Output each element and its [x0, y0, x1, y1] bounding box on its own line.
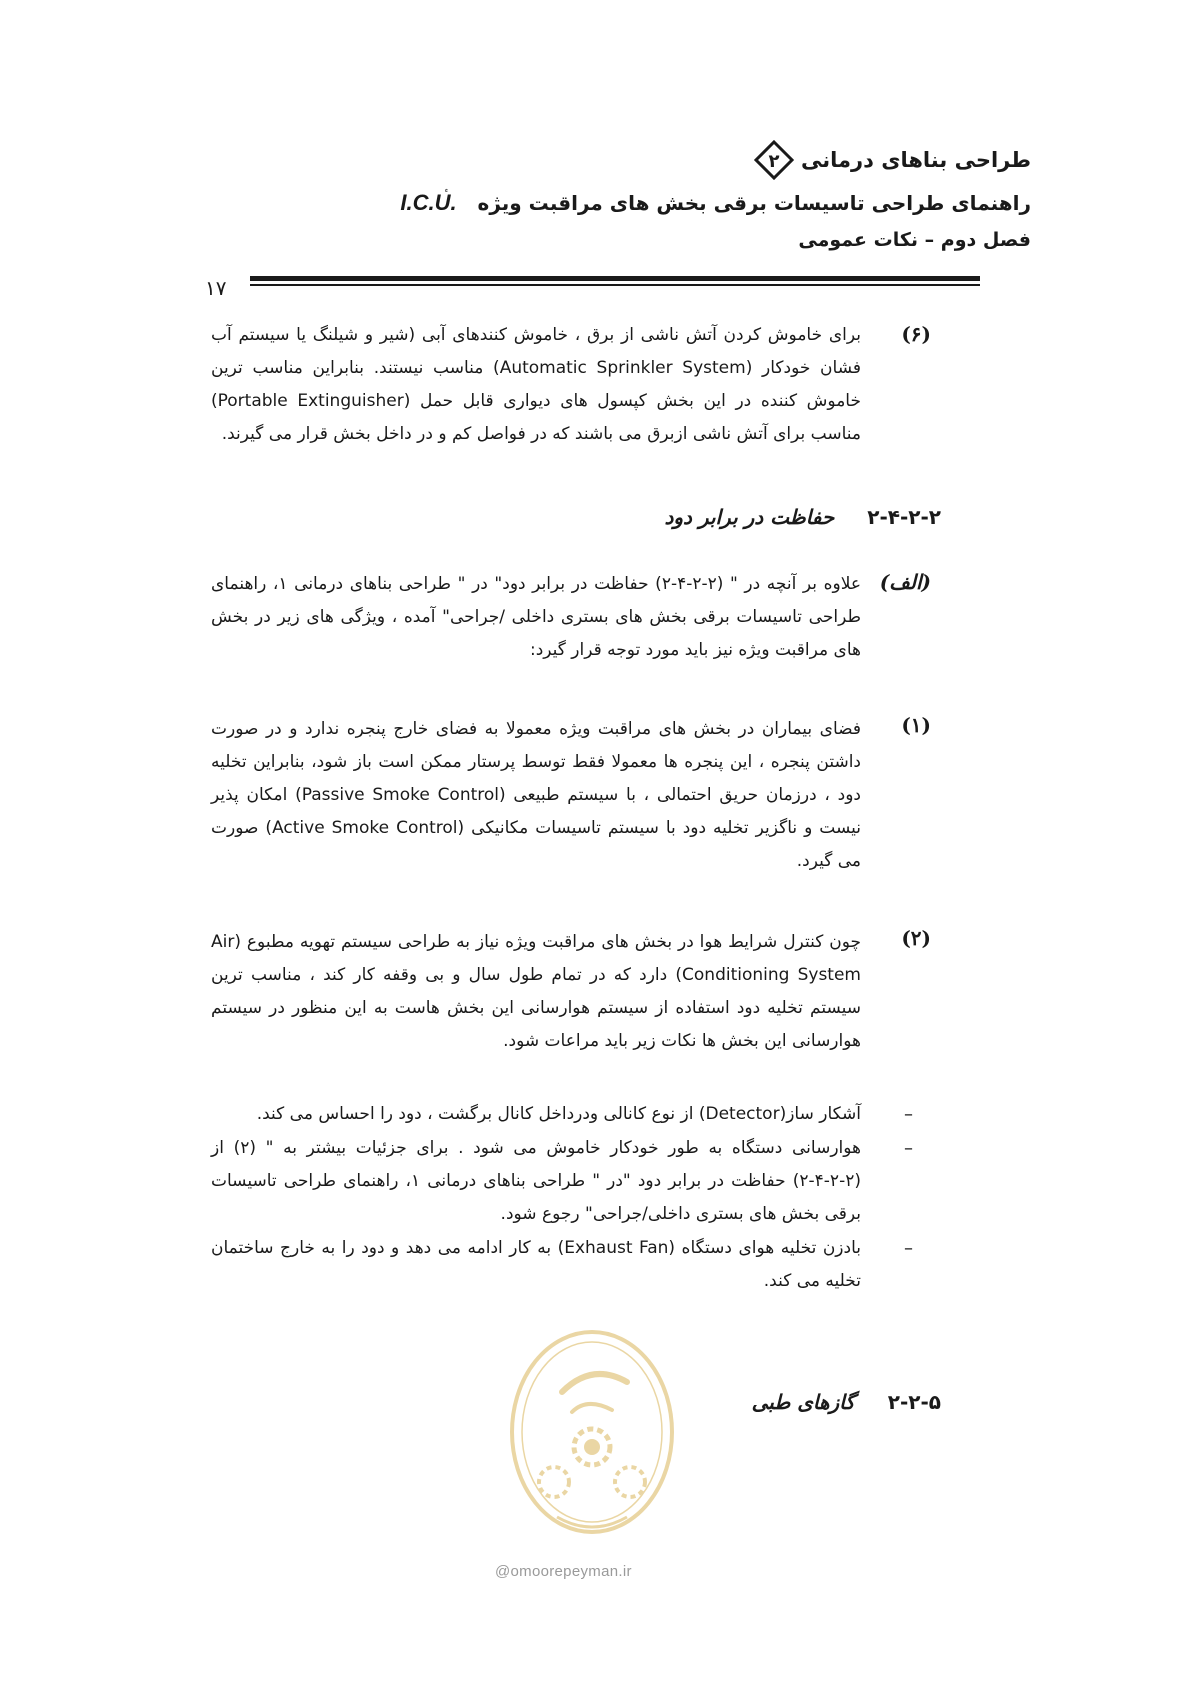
item-alef-marker: (الف)	[879, 570, 931, 594]
item-6-marker: (۶)	[901, 322, 931, 346]
bullet-text: هوارسانی دستگاه به طور خودکار خاموش می شود . برای جزئیات بیشتر به " (۲) از (۲-۲-۴-۲) حفاظت در برابر دود "در " طراحی بناهای درمانی ۱، راهنمای طراحی تاسیسات برقی بخش های بستری داخلی/جراحی" رجوع شود.	[211, 1138, 861, 1224]
section-title: گازهای طبی	[751, 1390, 855, 1414]
bullet-text: آشکار ساز(Detector) از نوع کانالی ودرداخل کانال برگشت ، دود را احساس می کند.	[256, 1104, 861, 1124]
section-heading-medical-gases	[752, 1390, 941, 1414]
watermark-url: @omoorepeyman.ir	[495, 1563, 632, 1580]
bullet-dash: –	[904, 1104, 913, 1125]
bullet-item	[211, 1232, 913, 1298]
item-6-text: برای خاموش کردن آتش ناشی از برق ، خاموش کنندهای آبی (شیر و شیلنگ یا سیستم آب فشان خودکار (Automatic Sprinkler System) مناسب نیستند. بنابراین مناسب ترین خاموش کننده در این بخش کپسول های دیواری قابل حمل (Portable Extinguisher) مناسب برای آتش ناشی ازبرق می باشند که در فواصل کم و در داخل بخش قرار می گیرند.	[211, 325, 862, 444]
bullet-dash: –	[904, 1138, 913, 1159]
bullet-item	[211, 1098, 913, 1131]
page-number: ۱۷	[205, 276, 227, 300]
bullet-text: بادزن تخلیه هوای دستگاه (Exhaust Fan) به کار ادامه می دهد و دود را به خارج ساختمان تخلیه می کند.	[211, 1238, 861, 1291]
item-2-text: چون کنترل شرایط هوا در بخش های مراقبت ویژه نیاز به طراحی سیستم تهویه مطبوع (Air Conditioning System) دارد که در تمام طول سال و بی وقفه کار کند ، مناسب ترین سیستم تخلیه دود استفاده از سیستم هوارسانی این بخش هاست به این منظور در سیستم هوارسانی این بخش ها نکات زیر باید مراعات شود.	[211, 932, 861, 1051]
series-number-badge	[754, 140, 794, 180]
section-title: حفاظت در برابر دود	[664, 505, 835, 529]
chapter-title: فصل دوم – نکات عمومی	[798, 229, 1031, 251]
item-1-text: فضای بیماران در بخش های مراقبت ویژه معمولا به فضای خارج پنجره ندارد و در صورت داشتن پنجره ، این پنجره ها معمولا فقط توسط پرستار ممکن است باز شود، بنابراین تخلیه دود ، درزمان حریق احتمالی ، با سیستم طبیعی (Passive Smoke Control) امکان پذیر نیست و ناگزیر تخلیه دود با سیستم تاسیسات مکانیکی (Active Smoke Control) صورت می گیرد.	[211, 719, 862, 871]
series-title-line	[748, 140, 1031, 180]
section-number: ۲-۲-۵	[887, 1390, 941, 1414]
header-rule-thin	[250, 284, 980, 286]
guide-title-latin: I.C.U.	[400, 190, 457, 215]
bullet-item	[211, 1132, 913, 1231]
header-rule-thick	[250, 276, 980, 281]
guide-title	[400, 190, 1031, 216]
item-1-marker: (۱)	[901, 713, 931, 737]
item-alef-text: علاوه بر آنچه در " (۲-۲-۴-۲) حفاظت در برابر دود" در " طراحی بناهای درمانی ۱، راهنمای طراحی تاسیسات برقی بخش های بستری داخلی /جراحی" آمده ، ویژگی های زیر در بخش های مراقبت ویژه نیز باید مورد توجه قرار گیرد:	[211, 574, 862, 660]
section-number: ۲-۴-۲-۲	[867, 505, 941, 529]
series-number: ۲	[768, 151, 780, 172]
section-heading-smoke-protection	[664, 505, 941, 529]
smoke-control-bullet-list	[211, 1098, 913, 1299]
bullet-dash: –	[904, 1238, 913, 1259]
series-title: طراحی بناهای درمانی	[801, 148, 1031, 172]
item-2-marker: (۲)	[901, 926, 931, 950]
watermark-logo	[492, 1322, 692, 1572]
guide-title-text: راهنمای طراحی تاسیسات برقی بخش های مراقبت ویژه	[477, 191, 1031, 215]
